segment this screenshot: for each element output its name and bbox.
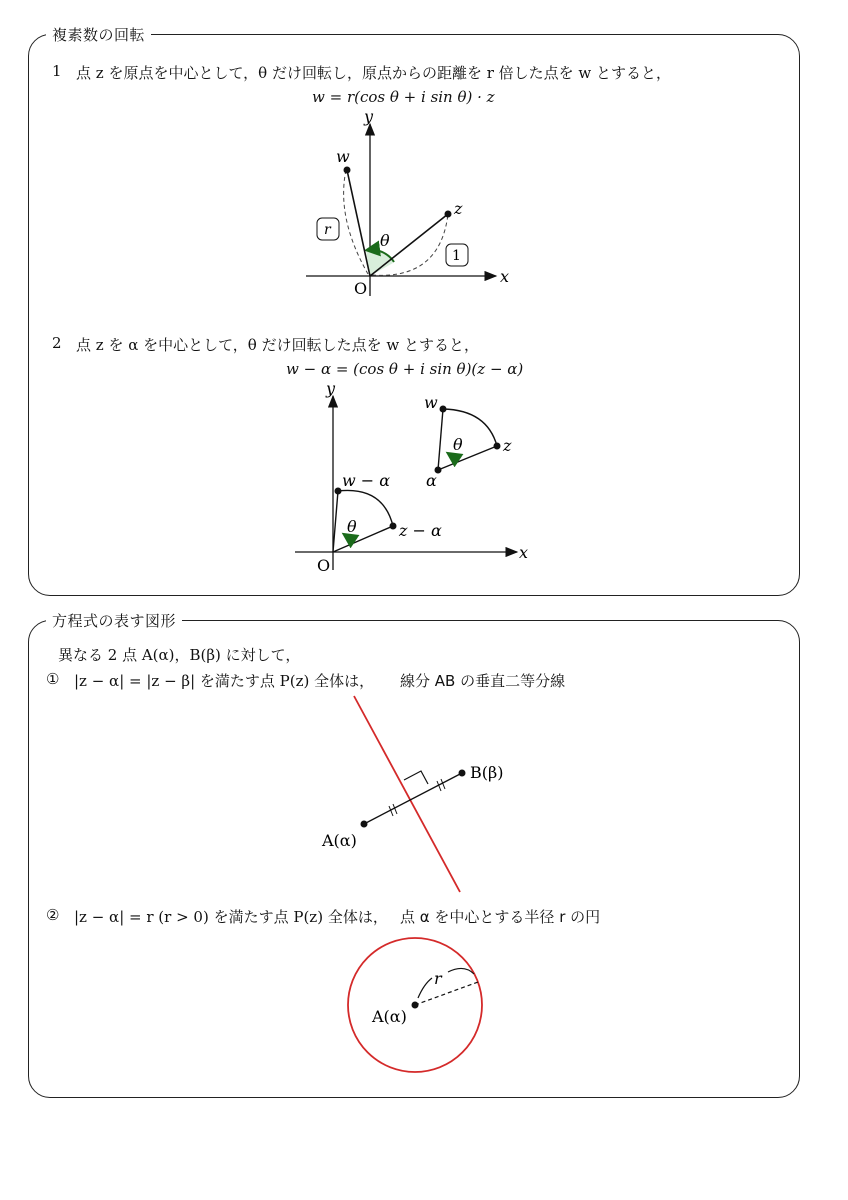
label-theta-3: θ — [453, 435, 463, 454]
item1-text: 点 z を原点を中心として，θ だけ回転し，原点からの距離を r 倍した点を w とすると， — [76, 64, 672, 82]
label-theta-2: θ — [347, 517, 357, 536]
s2-item2-conclusion: 点 α を中心とする半径 r の円 — [400, 908, 601, 926]
label-a: A(α) — [322, 831, 357, 850]
point-w — [440, 406, 447, 413]
segment-alpha-z — [438, 446, 497, 470]
item2-number: 2 — [52, 334, 62, 352]
angle-arc-2 — [345, 535, 351, 544]
s2-item2-math: |z − α| = r (r > 0) を満たす点 P(z) 全体は， — [74, 908, 388, 926]
label-w-2: w — [424, 393, 438, 412]
label-z: z — [454, 199, 463, 218]
radius-brace — [418, 968, 474, 998]
label-x: x — [500, 267, 510, 286]
s2-item1-number: ① — [46, 670, 60, 688]
label-one: 1 — [452, 248, 461, 264]
label-w: w — [336, 147, 350, 166]
point-a-center — [412, 1002, 419, 1009]
segment-o-wa — [333, 491, 338, 552]
item1-number: 1 — [52, 62, 62, 80]
perpendicular-bisector — [354, 696, 460, 892]
point-w — [344, 167, 351, 174]
point-z — [494, 443, 501, 450]
point-z-minus-alpha — [390, 523, 397, 530]
s2-item1-conclusion: 線分 AB の垂直二等分線 — [400, 672, 566, 690]
s2-item1-math: |z − α| = |z − β| を満たす点 P(z) 全体は， — [74, 672, 375, 690]
dashed-arc-r — [344, 170, 368, 274]
angle-sector — [366, 250, 393, 276]
label-z-2: z — [503, 436, 512, 455]
angle-arc-3 — [449, 454, 455, 463]
s2-item2-number: ② — [46, 906, 60, 924]
item1-formula: w = r(cos θ + i sin θ) · z — [312, 88, 495, 106]
label-a-center: A(α) — [372, 1007, 407, 1026]
point-w-minus-alpha — [335, 488, 342, 495]
point-b — [459, 770, 466, 777]
label-b: B(β) — [470, 763, 504, 782]
segment-ow — [347, 170, 370, 276]
segment-ab — [364, 773, 462, 824]
rotation-figure-2 — [285, 380, 545, 580]
right-angle-mark — [404, 771, 428, 784]
label-alpha: α — [426, 471, 437, 490]
label-y-2: y — [326, 379, 336, 398]
label-r: r — [324, 222, 331, 238]
label-x-2: x — [519, 543, 529, 562]
point-a — [361, 821, 368, 828]
arc-w-z — [443, 409, 497, 446]
label-w-minus-alpha: w − α — [342, 471, 391, 490]
label-origin-2: O — [317, 556, 331, 575]
label-r-radius: r — [434, 969, 442, 988]
item2-text: 点 z を α を中心として，θ だけ回転した点を w とすると， — [76, 336, 479, 354]
rotation-figure-1 — [290, 108, 530, 308]
segment-o-za — [333, 526, 393, 552]
segment-alpha-w — [438, 409, 443, 470]
section-equation-title: 方程式の表す図形 — [46, 610, 182, 631]
item2-formula: w − α = (cos θ + i sin θ)(z − α) — [286, 360, 524, 378]
section-rotation-title: 複素数の回転 — [46, 24, 151, 45]
circle-figure — [340, 938, 500, 1078]
label-z-minus-alpha: z − α — [399, 521, 442, 540]
label-origin: O — [354, 279, 368, 298]
label-y: y — [364, 107, 374, 126]
label-theta: θ — [380, 231, 390, 250]
bisector-figure — [310, 692, 520, 902]
point-z — [445, 211, 452, 218]
section2-intro: 異なる 2 点 A(α)，B(β) に対して， — [58, 646, 301, 664]
